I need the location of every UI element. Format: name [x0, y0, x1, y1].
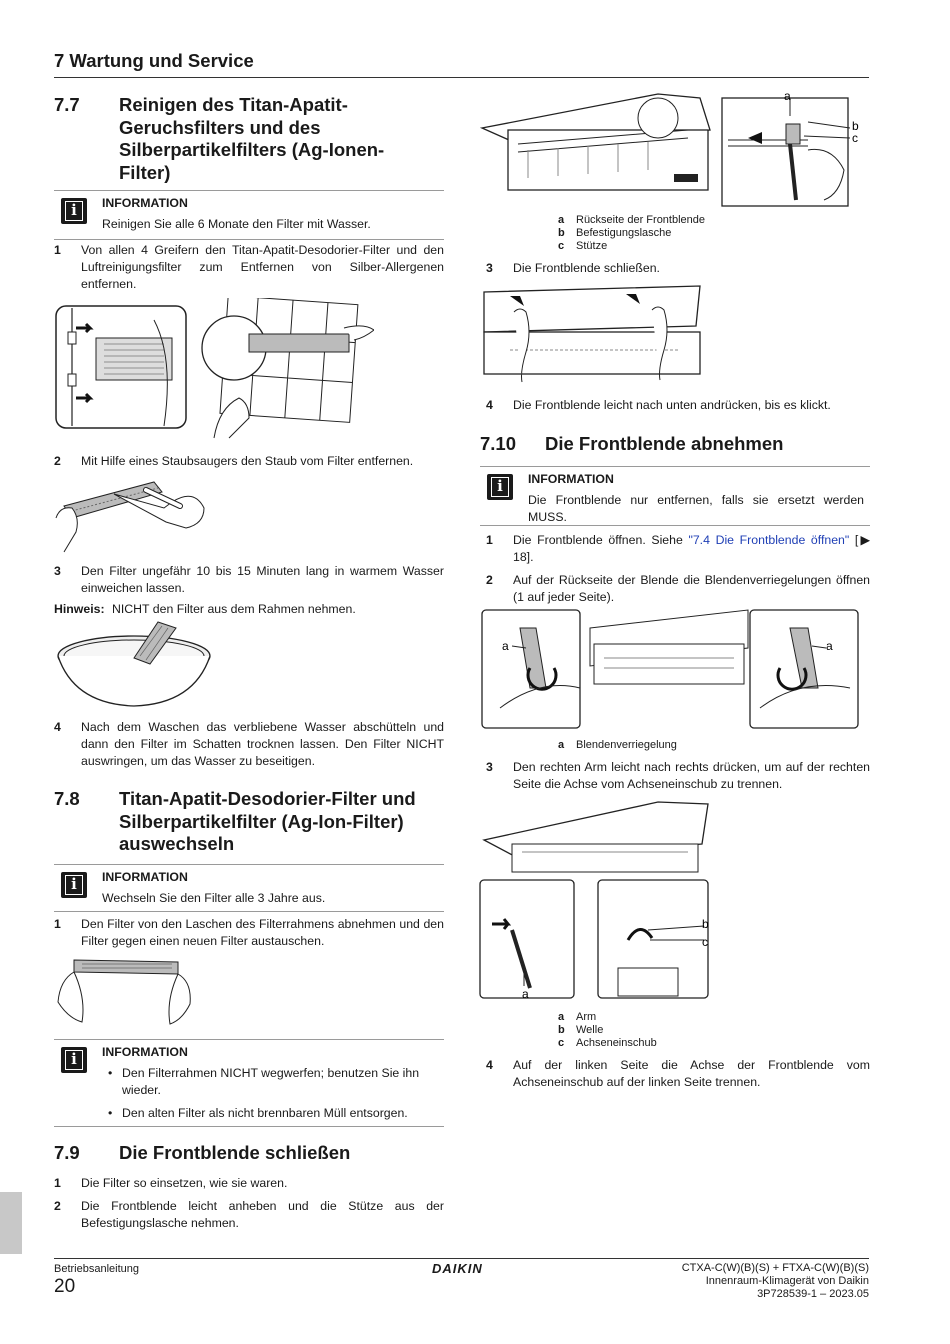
info-box	[54, 190, 444, 240]
front-panel-support-illustration	[478, 90, 870, 208]
section-number: 7.7	[54, 94, 80, 115]
info-icon: i	[61, 198, 87, 224]
figure-label: a	[522, 987, 529, 1001]
step-text: Die Frontblende öffnen. Siehe "7.4 Die Frontblende öffnen" [▶ 18].	[513, 533, 870, 564]
info-bullet-list	[102, 1065, 438, 1128]
cross-reference-link[interactable]: "7.4 Die Frontblende öffnen"	[688, 533, 850, 547]
figure-label: b	[702, 917, 709, 931]
figure-legend: a Arm b Welle c Achseneinschub	[558, 1011, 657, 1050]
replace-filter-illustration	[54, 952, 194, 1030]
step-text: Die Filter so einsetzen, wie sie waren.	[81, 1176, 288, 1190]
info-icon: i	[61, 1047, 87, 1073]
step-text: Den Filter von den Laschen des Filterrahmens abnehmen und den Filter gegen einen neuen Filter austauschen.	[81, 917, 444, 948]
step-text: Den rechten Arm leicht nach rechts drücken, um auf der rechten Seite die Achse vom Achseneinschub zu trennen.	[513, 760, 870, 791]
section-number: 7.9	[54, 1142, 80, 1163]
info-text: Wechseln Sie den Filter alle 3 Jahre aus.	[102, 891, 326, 905]
vacuum-cleaning-illustration	[54, 478, 214, 554]
section-title: Die Frontblende schließen	[119, 1142, 351, 1163]
footer-doc-type: Betriebsanleitung	[54, 1263, 140, 1275]
footer-divider	[54, 1258, 869, 1259]
figure-label: a	[784, 90, 791, 103]
water-basin-illustration	[54, 620, 214, 708]
step-text: Auf der Rückseite der Blende die Blendenverriegelungen öffnen (1 auf jeder Seite).	[513, 573, 870, 604]
section-title: Die Frontblende abnehmen	[545, 433, 784, 454]
info-heading: INFORMATION	[528, 472, 614, 486]
footer-description: Innenraum-Klimagerät von Daikin	[705, 1275, 869, 1288]
section-7-8-heading	[54, 788, 444, 858]
page-side-tab	[0, 1192, 22, 1254]
section-number: 7.8	[54, 788, 80, 809]
chapter-title: 7 Wartung und Service	[54, 48, 869, 78]
step-text: Die Frontblende schließen.	[513, 261, 660, 275]
info-heading: INFORMATION	[102, 870, 188, 884]
info-text: Reinigen Sie alle 6 Monate den Filter mit Wasser.	[102, 217, 371, 231]
info-box	[54, 864, 444, 912]
footer-model: CTXA-C(W)(B)(S) + FTXA-C(W)(B)(S)	[681, 1262, 869, 1274]
info-box	[54, 1039, 444, 1127]
figure-label: b	[852, 119, 859, 133]
info-icon: i	[487, 474, 513, 500]
figure-label: a	[502, 639, 509, 653]
step-text: Auf der linken Seite die Achse der Frontblende vom Achseneinschub auf der linken Seite trennen.	[513, 1058, 870, 1089]
section-number: 7.10	[480, 433, 517, 454]
info-heading: INFORMATION	[102, 1045, 188, 1059]
arm-shaft-illustration	[478, 800, 714, 1002]
close-front-panel-illustration	[480, 282, 706, 386]
filter-removal-illustration	[54, 298, 374, 442]
footer-model-info	[682, 1262, 869, 1302]
section-7-9-heading	[54, 1142, 444, 1168]
info-heading: INFORMATION	[102, 196, 188, 210]
bullet-item: • Den alten Filter als nicht brennbaren Müll entsorgen.	[102, 1105, 438, 1122]
bullet-item: • Den Filterrahmen NICHT wegwerfen; benutzen Sie ihn wieder.	[102, 1065, 438, 1099]
figure-label: c	[852, 131, 858, 145]
figure-label: a	[826, 639, 833, 653]
step-text: Nach dem Waschen das verbliebene Wasser abschütteln und dann den Filter im Schatten trocknen lassen. Den Filter NICHT auswringen, um das Wasser zu beseitigen.	[81, 720, 444, 768]
info-text: Die Frontblende nur entfernen, falls sie ersetzt werden MUSS.	[528, 493, 864, 524]
section-7-10-heading	[480, 433, 870, 459]
step-text: Die Frontblende leicht nach unten andrücken, bis es klickt.	[513, 398, 831, 412]
figure-label: c	[702, 935, 708, 949]
section-title: Titan-Apatit-Desodorier-Filter und Silberpartikelfilter (Ag-Ion-Filter) auswechseln	[119, 788, 416, 855]
section-7-7-heading	[54, 94, 444, 184]
note-label: Hinweis:	[54, 602, 105, 616]
note-text: NICHT den Filter aus dem Rahmen nehmen.	[112, 602, 356, 616]
panel-lock-illustration	[480, 608, 860, 730]
page-number: 20	[54, 1276, 76, 1297]
step-text: Die Frontblende leicht anheben und die Stütze aus der Befestigungslasche nehmen.	[81, 1199, 444, 1230]
info-icon: i	[61, 872, 87, 898]
daikin-logo: DAIKIN	[432, 1261, 483, 1276]
figure-legend: a Blendenverriegelung	[558, 739, 677, 751]
step-text: Von allen 4 Greifern den Titan-Apatit-Desodorier-Filter und den Luftreinigungsfilter zum Entfernen von Silber-Allergenen entfernen.	[81, 243, 444, 291]
note	[54, 601, 444, 618]
footer-code: 3P728539-1 – 2023.05	[757, 1288, 869, 1301]
step-text: Mit Hilfe eines Staubsaugers den Staub vom Filter entfernen.	[81, 454, 414, 468]
step-text: Den Filter ungefähr 10 bis 15 Minuten lang in warmem Wasser einweichen lassen.	[81, 564, 444, 595]
info-box	[480, 466, 870, 526]
section-title: Reinigen des Titan-Apatit-Geruchsfilters und des Silberpartikelfilters (Ag-Ionen-Filter)	[119, 94, 385, 183]
figure-legend: a Rückseite der Frontblende b Befestigungslasche c Stütze	[558, 214, 706, 253]
